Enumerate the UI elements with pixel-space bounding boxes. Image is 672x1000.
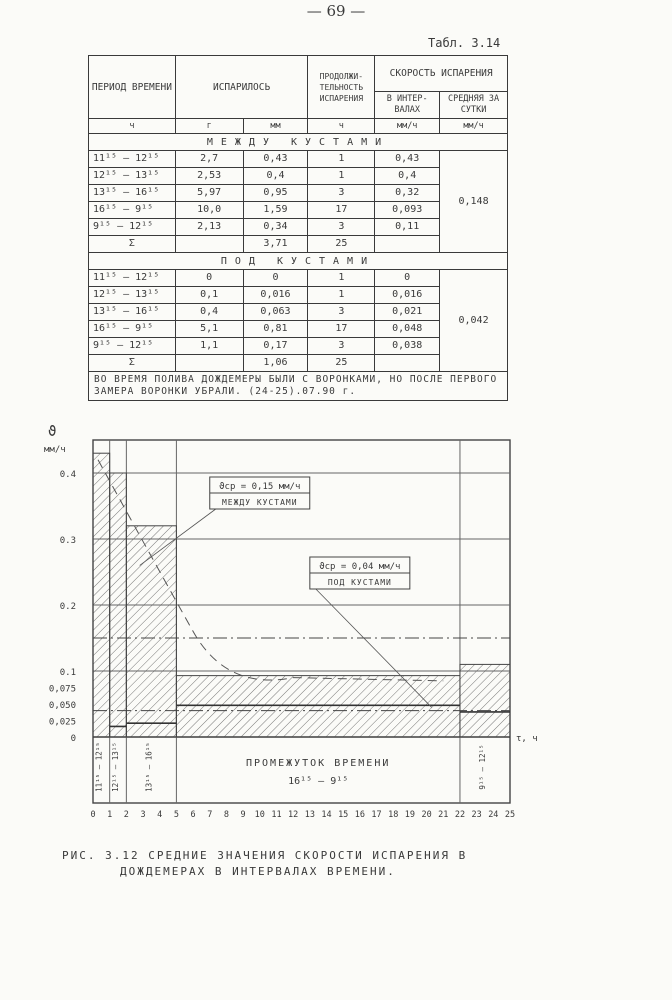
hours-cell: 3 bbox=[308, 304, 375, 321]
page-number: — 69 — bbox=[306, 2, 366, 20]
mm-cell: 0,34 bbox=[243, 219, 308, 236]
x-tick-label: 13 bbox=[304, 810, 315, 820]
bar-between-bushes bbox=[460, 664, 510, 737]
y-tick-label: 0 bbox=[70, 734, 76, 744]
rate-cell: 0,016 bbox=[375, 287, 440, 304]
period-cell: 12¹⁵ – 13¹⁵ bbox=[89, 168, 176, 185]
hours-cell: 17 bbox=[308, 321, 375, 338]
y-tick-label: 0.3 bbox=[59, 536, 76, 546]
sum-hours: 25 bbox=[308, 236, 375, 253]
mm-cell: 0,016 bbox=[243, 287, 308, 304]
period-band-label: 16¹⁵ – 9¹⁵ bbox=[288, 776, 349, 787]
rate-cell: 0,4 bbox=[375, 168, 440, 185]
y-tick-label: 0.2 bbox=[59, 602, 76, 612]
empty-cell bbox=[175, 355, 243, 372]
x-tick-label: 14 bbox=[321, 810, 332, 820]
rate-cell: 0,038 bbox=[375, 338, 440, 355]
mm-cell: 1,59 bbox=[243, 202, 308, 219]
rate-cell: 0,11 bbox=[375, 219, 440, 236]
period-band-title: Промежуток времени bbox=[245, 758, 391, 769]
period-band-label: 9¹⁵ – 12¹⁵ bbox=[477, 744, 487, 790]
hours-cell: 3 bbox=[308, 338, 375, 355]
period-cell: 11¹⁵ – 12¹⁵ bbox=[89, 270, 176, 287]
grams-cell: 5,97 bbox=[175, 185, 243, 202]
hours-cell: 1 bbox=[308, 168, 375, 185]
header-duration: ПРОДОЛЖИ-ТЕЛЬНОСТЬ ИСПАРЕНИЯ bbox=[308, 56, 375, 119]
grams-cell: 10,0 bbox=[175, 202, 243, 219]
table-row bbox=[89, 151, 508, 168]
daily-rate-cell: 0,042 bbox=[440, 270, 508, 372]
daily-rate-cell: 0,148 bbox=[440, 151, 508, 253]
section-title: МЕЖДУ КУСТАМИ bbox=[89, 134, 508, 151]
y-tick-label: 0,025 bbox=[48, 717, 76, 728]
sum-label: Σ bbox=[89, 236, 176, 253]
rate-cell: 0 bbox=[375, 270, 440, 287]
caption-line-1: РИС. 3.12 СРЕДНИЕ ЗНАЧЕНИЯ СКОРОСТИ ИСПАРЕНИЯ В bbox=[62, 849, 468, 862]
header-evaporated: ИСПАРИЛОСЬ bbox=[175, 56, 308, 119]
y-tick-label: 0.4 bbox=[59, 470, 76, 480]
period-cell: 12¹⁵ – 13¹⁵ bbox=[89, 287, 176, 304]
rate-cell: 0,43 bbox=[375, 151, 440, 168]
rate-cell: 0,021 bbox=[375, 304, 440, 321]
x-tick-label: 1 bbox=[107, 810, 113, 820]
x-tick-label: 21 bbox=[438, 810, 449, 820]
hours-cell: 1 bbox=[308, 270, 375, 287]
unit-cell: ч bbox=[89, 119, 176, 134]
x-tick-label: 11 bbox=[271, 810, 282, 820]
rate-cell: 0,32 bbox=[375, 185, 440, 202]
table-note: ВО ВРЕМЯ ПОЛИВА ДОЖДЕМЕРЫ БЫЛИ С ВОРОНКАМИ, НО ПОСЛЕ ПЕРВОГО ЗАМЕРА ВОРОНКИ УБРАЛИ. (24-25).07.90 г. bbox=[89, 372, 508, 401]
grams-cell: 5,1 bbox=[175, 321, 243, 338]
rate-cell: 0,093 bbox=[375, 202, 440, 219]
x-tick-label: 18 bbox=[388, 810, 399, 820]
x-tick-label: 24 bbox=[488, 810, 499, 820]
unit-cell: мм bbox=[243, 119, 308, 134]
sum-hours: 25 bbox=[308, 355, 375, 372]
grams-cell: 1,1 bbox=[175, 338, 243, 355]
mm-cell: 0,17 bbox=[243, 338, 308, 355]
x-tick-label: 22 bbox=[454, 810, 466, 820]
y-axis-symbol: ϑ bbox=[48, 424, 57, 440]
x-tick-label: 8 bbox=[223, 810, 230, 820]
mm-cell: 0,063 bbox=[243, 304, 308, 321]
x-tick-label: 3 bbox=[140, 810, 146, 820]
hours-cell: 1 bbox=[308, 287, 375, 304]
period-cell: 13¹⁵ – 16¹⁵ bbox=[89, 304, 176, 321]
hours-cell: 17 bbox=[308, 202, 375, 219]
x-tick-label: 12 bbox=[288, 810, 299, 820]
x-tick-label: 4 bbox=[157, 810, 163, 820]
annotation-label: под кустами bbox=[327, 578, 392, 587]
x-tick-label: 15 bbox=[338, 810, 349, 820]
y-tick-label: 0.1 bbox=[59, 668, 76, 678]
x-tick-label: 19 bbox=[404, 810, 416, 820]
x-tick-label: 6 bbox=[190, 810, 196, 820]
section-title: ПОД КУСТАМИ bbox=[89, 253, 508, 270]
grams-cell: 2,7 bbox=[175, 151, 243, 168]
x-tick-label: 0 bbox=[90, 810, 96, 820]
sum-label: Σ bbox=[89, 355, 176, 372]
evaporation-table bbox=[88, 55, 508, 401]
grams-cell: 0 bbox=[175, 270, 243, 287]
bar-between-bushes bbox=[93, 453, 110, 737]
x-axis-label: τ, ч bbox=[516, 734, 538, 744]
x-tick-label: 2 bbox=[123, 810, 129, 820]
hours-cell: 1 bbox=[308, 151, 375, 168]
unit-cell: ч bbox=[308, 119, 375, 134]
period-cell: 16¹⁵ – 9¹⁵ bbox=[89, 321, 176, 338]
period-band-label: 12¹⁵ – 13¹⁵ bbox=[111, 742, 121, 792]
x-tick-label: 9 bbox=[240, 810, 246, 820]
annotation-formula: ϑср = 0,15 мм/ч bbox=[219, 482, 301, 492]
mm-cell: 0,4 bbox=[243, 168, 308, 185]
x-tick-label: 23 bbox=[471, 810, 482, 820]
table-row bbox=[89, 270, 508, 287]
mm-cell: 0,81 bbox=[243, 321, 308, 338]
period-cell: 16¹⁵ – 9¹⁵ bbox=[89, 202, 176, 219]
grams-cell: 2,53 bbox=[175, 168, 243, 185]
x-tick-label: 20 bbox=[421, 810, 432, 820]
mm-cell: 0,95 bbox=[243, 185, 308, 202]
grams-cell: 0,1 bbox=[175, 287, 243, 304]
grams-cell: 2,13 bbox=[175, 219, 243, 236]
grams-cell: 0,4 bbox=[175, 304, 243, 321]
x-tick-label: 25 bbox=[504, 810, 516, 820]
period-band-label: 13¹⁵ – 16¹⁵ bbox=[144, 742, 154, 792]
sum-mm: 3,71 bbox=[243, 236, 308, 253]
empty-cell bbox=[175, 236, 243, 253]
header-rate-intervals: В ИНТЕР-ВАЛАХ bbox=[375, 92, 440, 119]
period-band-label: 11¹⁵ – 12¹⁵ bbox=[94, 742, 104, 792]
unit-cell: г bbox=[175, 119, 243, 134]
x-tick-label: 16 bbox=[354, 810, 366, 820]
x-tick-label: 5 bbox=[173, 810, 179, 820]
x-tick-label: 7 bbox=[207, 810, 213, 820]
header-rate-daily: СРЕДНЯЯ ЗА СУТКИ bbox=[440, 92, 508, 119]
empty-cell bbox=[375, 236, 440, 253]
annotation-formula: ϑср = 0,04 мм/ч bbox=[319, 562, 401, 572]
period-cell: 9¹⁵ – 12¹⁵ bbox=[89, 219, 176, 236]
period-cell: 13¹⁵ – 16¹⁵ bbox=[89, 185, 176, 202]
period-cell: 9¹⁵ – 12¹⁵ bbox=[89, 338, 176, 355]
unit-cell: мм/ч bbox=[440, 119, 508, 134]
header-period: ПЕРИОД ВРЕМЕНИ bbox=[89, 56, 176, 119]
figure-caption bbox=[62, 848, 467, 880]
evaporation-rate-chart bbox=[40, 420, 540, 840]
y-axis-unit: мм/ч bbox=[44, 445, 66, 455]
sum-mm: 1,06 bbox=[243, 355, 308, 372]
y-tick-label: 0,050 bbox=[48, 701, 76, 711]
bar-between-bushes bbox=[110, 473, 127, 737]
x-tick-label: 17 bbox=[371, 810, 382, 820]
hours-cell: 3 bbox=[308, 219, 375, 236]
annotation-label: между кустами bbox=[221, 498, 298, 507]
mm-cell: 0,43 bbox=[243, 151, 308, 168]
empty-cell bbox=[375, 355, 440, 372]
x-tick-label: 10 bbox=[254, 810, 265, 820]
unit-cell: мм/ч bbox=[375, 119, 440, 134]
bar-between-bushes bbox=[176, 676, 460, 737]
period-cell: 11¹⁵ – 12¹⁵ bbox=[89, 151, 176, 168]
rate-cell: 0,048 bbox=[375, 321, 440, 338]
table-label: Табл. 3.14 bbox=[428, 36, 501, 50]
header-rate: СКОРОСТЬ ИСПАРЕНИЯ bbox=[375, 56, 508, 92]
hours-cell: 3 bbox=[308, 185, 375, 202]
caption-line-2: ДОЖДЕМЕРАХ В ИНТЕРВАЛАХ ВРЕМЕНИ. bbox=[120, 865, 396, 878]
y-tick-label: 0,075 bbox=[48, 684, 76, 695]
mm-cell: 0 bbox=[243, 270, 308, 287]
